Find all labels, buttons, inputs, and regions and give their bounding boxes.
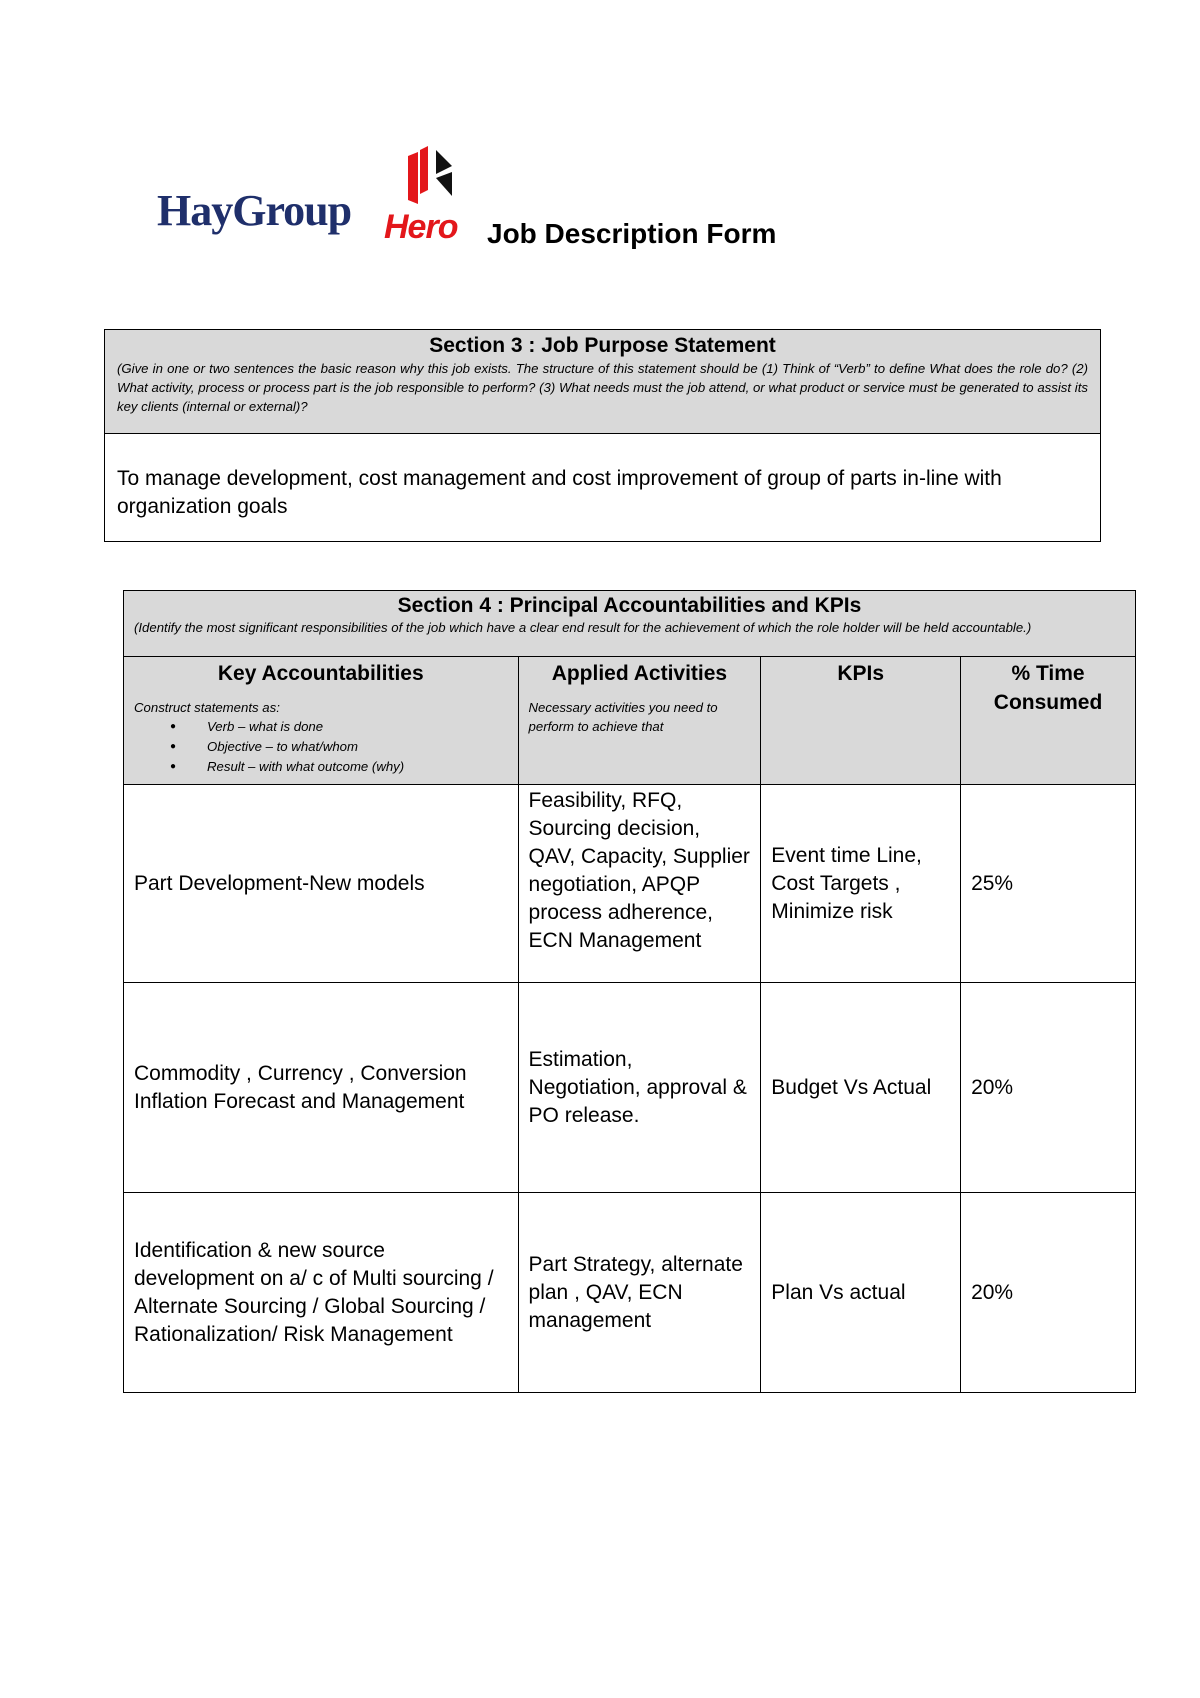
hero-logo-text: Hero xyxy=(384,208,458,246)
row3-activities: Part Strategy, alternate plan , QAV, ECN management xyxy=(518,1193,761,1393)
col-applied-activities-note: Necessary activities you need to perform to achieve that xyxy=(528,700,718,734)
col-key-accountabilities xyxy=(124,657,519,785)
row1-activities: Feasibility, RFQ, Sourcing decision, QAV, Capacity, Supplier negotiation, APQP process adherence, ECN Management xyxy=(518,785,761,983)
section3-job-purpose xyxy=(104,329,1101,542)
row2-activities: Estimation, Negotiation, approval & PO release. xyxy=(518,983,761,1193)
section4-header xyxy=(124,591,1136,657)
construct-bullets xyxy=(134,717,508,777)
section3-title: Section 3 : Job Purpose Statement xyxy=(429,334,776,357)
section4-title: Section 4 : Principal Accountabilities and KPIs xyxy=(397,594,862,617)
haygroup-logo: HayGroup xyxy=(157,186,352,235)
col-applied-activities xyxy=(518,657,761,785)
section3-instructions: (Give in one or two sentences the basic reason why this job exists. The structure of this statement should be (1) Think of “Verb” to define What does the role do? (2) What activity, process or process part is the job responsible to perform? (3) What needs must the job attend, or what product or service must be generated to assist its key clients (internal or external)? xyxy=(117,361,1088,414)
row3-kpis: Plan Vs actual xyxy=(761,1193,961,1393)
table-row xyxy=(124,983,1136,1193)
col-kpis xyxy=(761,657,961,785)
col-key-accountabilities-note: Construct statements as: xyxy=(134,700,280,715)
col-time-consumed xyxy=(961,657,1136,785)
row2-accountability: Commodity , Currency , Conversion Inflation Forecast and Management xyxy=(124,983,519,1193)
section4-instructions: (Identify the most significant responsibilities of the job which have a clear end result for the achievement of which the role holder will be held accountable.) xyxy=(134,620,1032,635)
hero-logo-icon xyxy=(406,146,460,206)
row3-time: 20% xyxy=(961,1193,1136,1393)
section4-accountabilities-table xyxy=(123,590,1136,1393)
row1-kpis: Event time Line, Cost Targets , Minimize risk xyxy=(761,785,961,983)
form-title: Job Description Form xyxy=(487,218,777,249)
col-applied-activities-title: Applied Activities xyxy=(551,662,728,685)
section3-statement: To manage development, cost management and cost improvement of group of parts in-line with organization goals xyxy=(117,467,1002,518)
col-key-accountabilities-title: Key Accountabilities xyxy=(217,662,424,685)
row2-kpis: Budget Vs Actual xyxy=(761,983,961,1193)
row2-time: 20% xyxy=(961,983,1136,1193)
row3-accountability: Identification & new source development on a/ c of Multi sourcing / Alternate Sourcing / Global Sourcing / Rationalization/ Risk Management xyxy=(124,1193,519,1393)
col-kpis-title: KPIs xyxy=(837,662,885,685)
section3-header xyxy=(105,330,1100,434)
section4-header-row xyxy=(124,591,1136,657)
bullet-result: ● Result – with what outcome (why) xyxy=(134,757,508,777)
row1-time: 25% xyxy=(961,785,1136,983)
table-row xyxy=(124,1193,1136,1393)
bullet-verb: ● Verb – what is done xyxy=(134,717,508,737)
row1-accountability: Part Development-New models xyxy=(124,785,519,983)
col-time-consumed-title: % Time Consumed xyxy=(993,662,1103,714)
page-header xyxy=(0,0,1200,270)
table-row xyxy=(124,785,1136,983)
bullet-objective: ● Objective – to what/whom xyxy=(134,737,508,757)
column-header-row xyxy=(124,657,1136,785)
